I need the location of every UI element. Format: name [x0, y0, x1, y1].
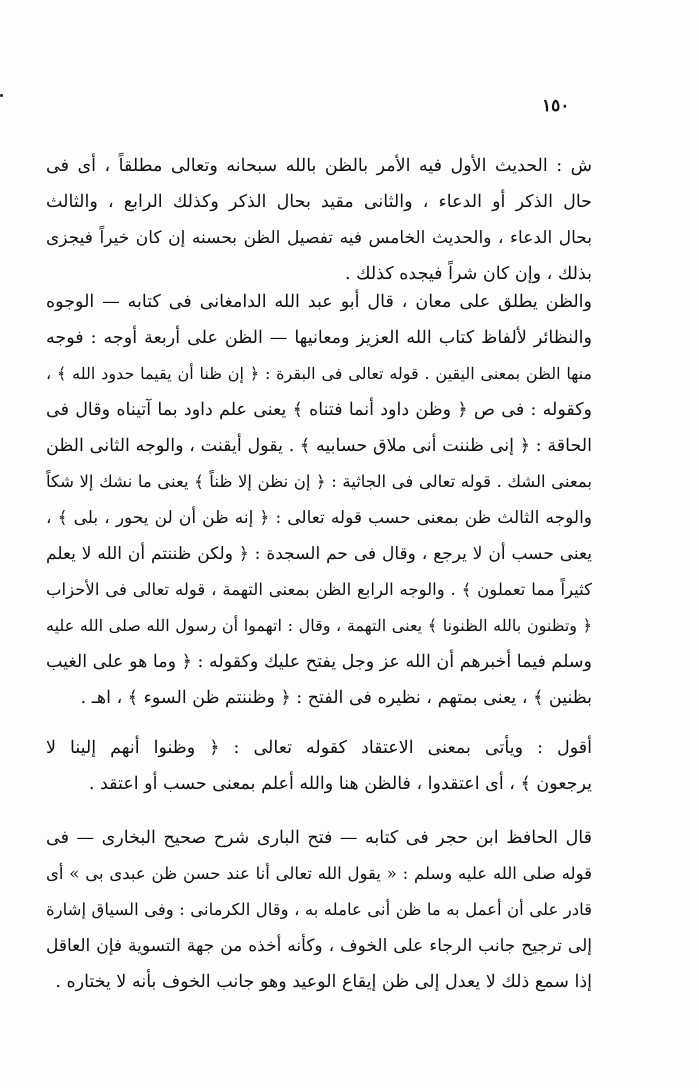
text-line: حال الذكر أو الدعاء ، والثانى مقيد بحال الذكر وكذلك الرابع ، والثالث — [46, 192, 592, 212]
paragraph-commentary — [46, 148, 592, 292]
text-line: ش : الحديث الأول فيه الأمر بالظن بالله سبحانه وتعالى مطلقاً ، أى فى — [46, 156, 592, 176]
paragraph-meanings-of-zann — [46, 284, 592, 716]
text-line: بذلك ، وإن كان شراً فيجده كذلك . — [344, 264, 592, 284]
text-line: وسلم فيما أخبرهم أن الله عز وجل يفتح عليك وكقوله : ﴿ وما هو على الغيب — [46, 652, 592, 672]
paragraph-ibn-hajar-quote — [46, 820, 592, 1000]
text-line: وكقوله : فى ص ﴿ وظن داود أنما فتناه ﴾ يعنى علم داود بما آتيناه وقال فى — [46, 400, 592, 420]
text-line: أقول : ويأتى بمعنى الاعتقاد كقوله تعالى : ﴿ وظنوا أنهم إلينا لا — [46, 738, 592, 758]
text-line: ﴿ وتظنون بالله الظنونا ﴾ يعنى التهمة ، وقال : اتهموا أن رسول الله صلى الله عليه — [46, 616, 592, 635]
text-line: منها الظن بمعنى اليقين . قوله تعالى فى البقرة : ﴿ إن ظنا أن يقيما حدود الله ﴾ ، — [46, 364, 592, 383]
text-line: الحاقة : ﴿ إنى ظننت أنى ملاق حسابيه ﴾ . يقول أيقنت ، والوجه الثانى الظن — [46, 436, 592, 456]
text-line: يعنى حسب أن لا يرجع ، وقال فى حم السجدة : ﴿ ولكن ظننتم أن الله لا يعلم — [46, 544, 592, 564]
paragraph-author-note — [46, 730, 592, 802]
text-line: قال الحافظ ابن حجر فى كتابه — فتح البارى شرح صحيح البخارى — فى — [46, 828, 592, 848]
text-line: إذا سمع ذلك لا يعدل إلى ظن إيقاع الوعيد وهو جانب الخوف بأنه لا يختاره . — [55, 972, 592, 992]
text-line: بظنين ﴾ ، يعنى بمتهم ، نظيره فى الفتح : ﴿ وظننتم ظن السوء ﴾ ، اهـ . — [80, 688, 592, 708]
text-line: قادر على أن أعمل به ما ظن أنى عامله به ، وقال الكرمانى : وفى السياق إشارة — [46, 900, 592, 919]
text-line: بحال الدعاء ، والحديث الخامس فيه تفصيل الظن بحسنه إن كان خيراً فيجزى — [46, 228, 592, 248]
text-line: قوله صلى الله عليه وسلم : « يقول الله تعالى أنا عند حسن ظن عبدى بى » أى — [46, 864, 592, 883]
text-line: إلى ترجيح جانب الرجاء على الخوف ، وكأنه أخذه من جهة التسوية فإن العاقل — [46, 936, 592, 956]
text-line: بمعنى الشك . قوله تعالى فى الجاثية : ﴿ إن نظن إلا ظناً ﴾ يعنى ما نشك إلا شكاً — [46, 472, 592, 491]
text-line: والنظائر لألفاظ كتاب الله العزيز ومعانيها — الظن على أربعة أوجه : فوجه — [46, 328, 592, 348]
text-line: والوجه الثالث ظن بمعنى حسب قوله تعالى : ﴿ إنه ظن أن لن يحور ، بلى ﴾ ، — [46, 508, 592, 528]
text-line: والظن يطلق على معان ، قال أبو عبد الله الدامغانى فى كتابه — الوجوه — [46, 292, 592, 312]
text-line: كثيراً مما تعملون ﴾ . والوجه الرابع الظن بمعنى التهمة ، قوله تعالى فى الأحزاب — [46, 580, 592, 599]
page-number: ١٥٠ — [542, 96, 570, 116]
text-line: يرجعون ﴾ ، أى اعتقدوا ، فالظن هنا والله أعلم بمعنى حسب أو اعتقد . — [88, 774, 592, 794]
margin-mark — [0, 94, 3, 97]
